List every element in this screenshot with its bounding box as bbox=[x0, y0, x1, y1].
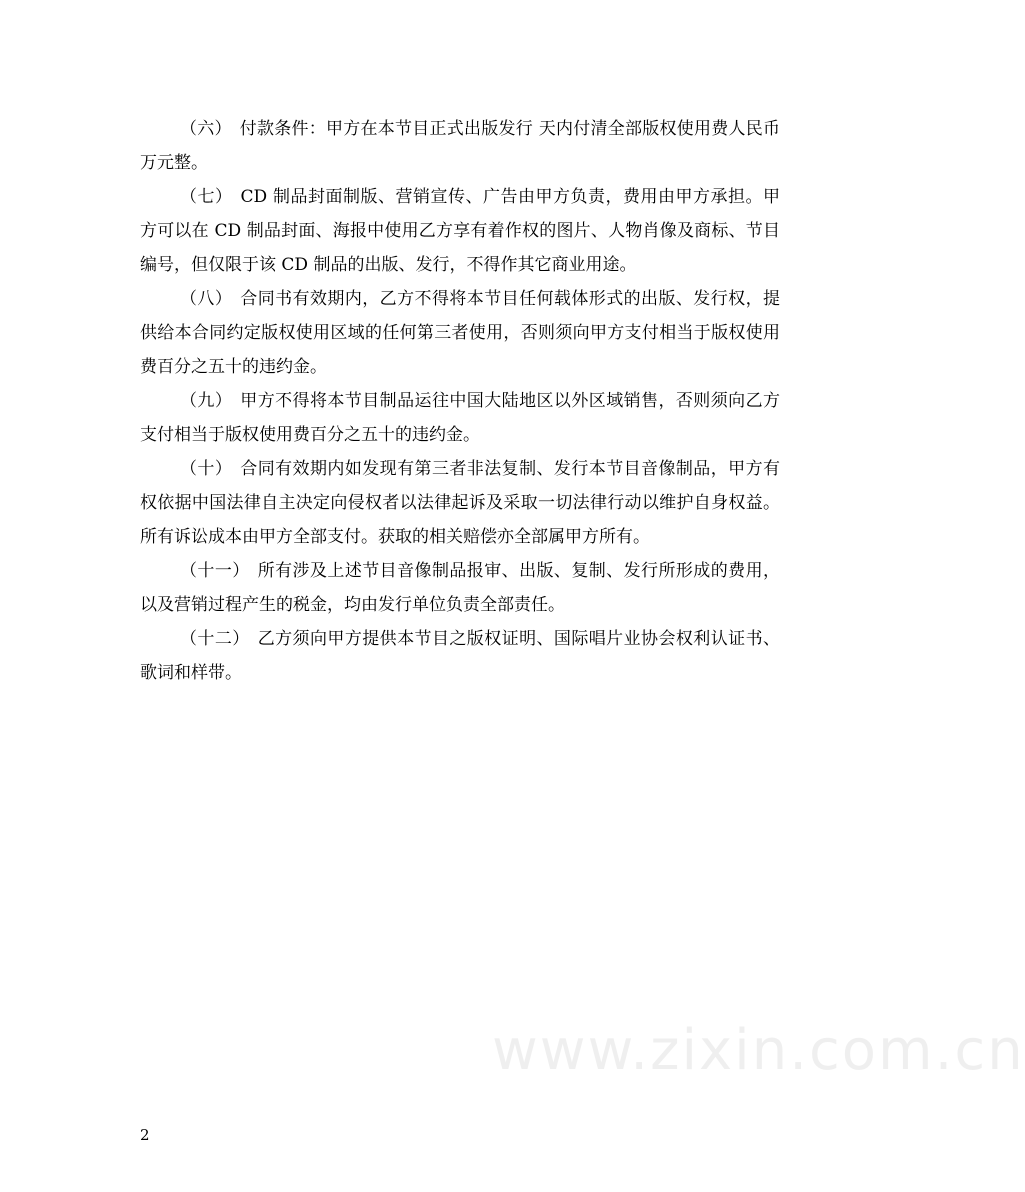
watermark: www.zixin.com.cn bbox=[492, 1018, 1025, 1083]
clause-text: 所有涉及上述节目音像制品报审、出版、复制、发行所形成的费用，以及营销过程产生的税金，均由发行单位负责全部责任。 bbox=[140, 561, 781, 615]
clause-text: 合同有效期内如发现有第三者非法复制、发行本节目音像制品，甲方有权依据中国法律自主决定向侵权者以法律起诉及采取一切法律行动以维护自身权益。所有诉讼成本由甲方全部支付。获取的相关赔偿亦全部属甲方所有。 bbox=[140, 459, 781, 547]
clause-text: 甲方不得将本节目制品运往中国大陆地区以外区域销售，否则须向乙方支付相当于版权使用费百分之五十的违约金。 bbox=[140, 391, 781, 445]
clause-6 bbox=[140, 112, 802, 180]
page-number: 2 bbox=[140, 1126, 150, 1144]
clause-text: CD 制品封面制版、营销宣传、广告由甲方负责，费用由甲方承担。甲方可以在 CD 制品封面、海报中使用乙方享有着作权的图片、人物肖像及商标、节目编号，但仅限于该 CD 制品的出版、发行，不得作其它商业用途。 bbox=[140, 187, 780, 275]
clause-number: （六） bbox=[180, 119, 232, 139]
clause-7 bbox=[140, 180, 780, 282]
clause-number: （七） bbox=[180, 187, 233, 207]
clause-number: （九） bbox=[180, 391, 233, 411]
clause-text: 付款条件：甲方在本节目正式出版发行 天内付清全部版权使用费人民币 万元整。 bbox=[140, 119, 802, 173]
document-body bbox=[140, 112, 802, 690]
clause-number: （十二） bbox=[180, 629, 250, 649]
clause-text: 合同书有效期内，乙方不得将本节目任何载体形式的出版、发行权，提供给本合同约定版权使用区域的任何第三者使用，否则须向甲方支付相当于版权使用费百分之五十的违约金。 bbox=[140, 289, 781, 377]
clause-11 bbox=[140, 554, 780, 622]
clause-8 bbox=[140, 282, 780, 384]
clause-number: （十一） bbox=[180, 561, 250, 581]
clause-9 bbox=[140, 384, 780, 452]
clause-number: （八） bbox=[180, 289, 233, 309]
clause-12 bbox=[140, 622, 780, 690]
clause-text: 乙方须向甲方提供本节目之版权证明、国际唱片业协会权利认证书、歌词和样带。 bbox=[140, 629, 781, 683]
clause-number: （十） bbox=[180, 459, 233, 479]
clause-10 bbox=[140, 452, 780, 554]
